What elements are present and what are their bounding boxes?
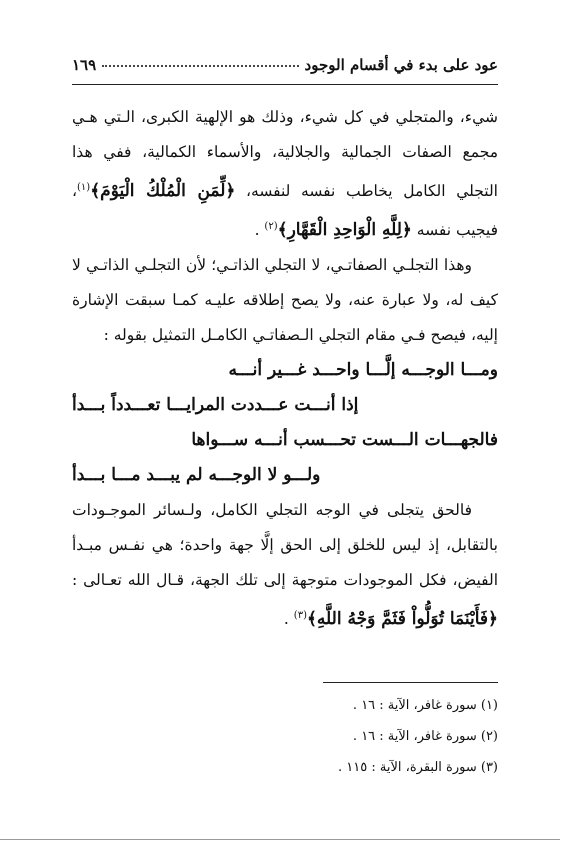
footnote-ref-2: (٢) — [264, 221, 278, 233]
footnote-rule — [323, 682, 498, 683]
footnote-ref-3: (٣) — [293, 610, 307, 622]
footnotes — [72, 690, 498, 783]
paragraph-1-text-a: شيء، والمتجلي في كل شيء، وذلك هو الإلهية الكبرى، الـتي هـي مجمع الصفات الجمالية والجلالية، والأسماء الكمالية، ففي هذا التجلي الكامل يخاطب نفسه لنفسه، — [72, 108, 498, 201]
running-header — [72, 56, 498, 84]
paragraph-3-end: . — [283, 610, 294, 629]
poem-verses — [72, 353, 498, 493]
page-bottom-edge — [0, 839, 560, 840]
quran-quote-2: ﴿لِلَّهِ الْوَاحِدِ الْقَهَّارِ﴾ — [277, 220, 412, 241]
paragraph-1 — [72, 100, 498, 248]
header-leader-dots — [102, 65, 298, 67]
quran-quote-1: ﴿لِّمَنِ الْمُلْكُ الْيَوْمَ﴾ — [90, 181, 236, 202]
paragraph-3-text: فالحق يتجلى في الوجه التجلي الكامل، ولـسائر الموجـودات بالتقابل، إذ ليس للخلق إلى الحق إلَّا جهة واحدة؛ هي نفـس مبـدأ الفيض، فكل الموجودات متوجهة إلى تلك الجهة، قـال الله تعـالى : — [72, 501, 498, 590]
footnote-3: (٣) سورة البقرة، الآية : ١١٥ . — [338, 760, 498, 775]
quran-quote-3: ﴿فَأَيْنَمَا تُوَلُّواْ فَثَمَّ وَجْهُ اللَّهِ﴾ — [306, 609, 498, 630]
verse-line: ومـــا الوجـــه إلَّـــا واحـــد غـــير أنـــه — [228, 360, 498, 381]
footnote-1: (١) سورة غافر، الآية : ١٦ . — [352, 698, 498, 713]
paragraph-3 — [72, 493, 498, 637]
footnote-ref-1: (١) — [77, 182, 91, 193]
header-rule — [72, 84, 498, 85]
main-text — [72, 100, 498, 637]
verse-line: ولـــو لا الوجـــه لم يبـــد مـــا بـــدأ — [72, 465, 321, 486]
footnote-2: (٢) سورة غافر، الآية : ١٦ . — [352, 729, 498, 744]
verse-line: فالجهـــات الـــست تحـــسب أنـــه ســـواها — [191, 430, 498, 451]
paragraph-1-end: . — [254, 221, 265, 240]
verse-line: إذا أنـــت عـــددت المرايـــا تعـــدداً بـــدأ — [72, 395, 359, 416]
page-number: ١٦٩ — [72, 56, 97, 74]
paragraph-1-text-b: ، فيجيب نفسه — [72, 182, 498, 240]
paragraph-2: وهذا التجلـي الصفاتـي، لا التجلي الذاتـي؛ لأن التجلـي الذاتـي لا كيف له، ولا عبارة عنه، ولا يصح إطلاقه عليـه كمـا سبقت الإشارة إليه، فيصح فـي مقام التجلي الـصفاتـي الكامـل التمثيل بقوله : — [72, 256, 498, 345]
header-title: عود على بدء في أقسام الوجود — [304, 56, 498, 74]
